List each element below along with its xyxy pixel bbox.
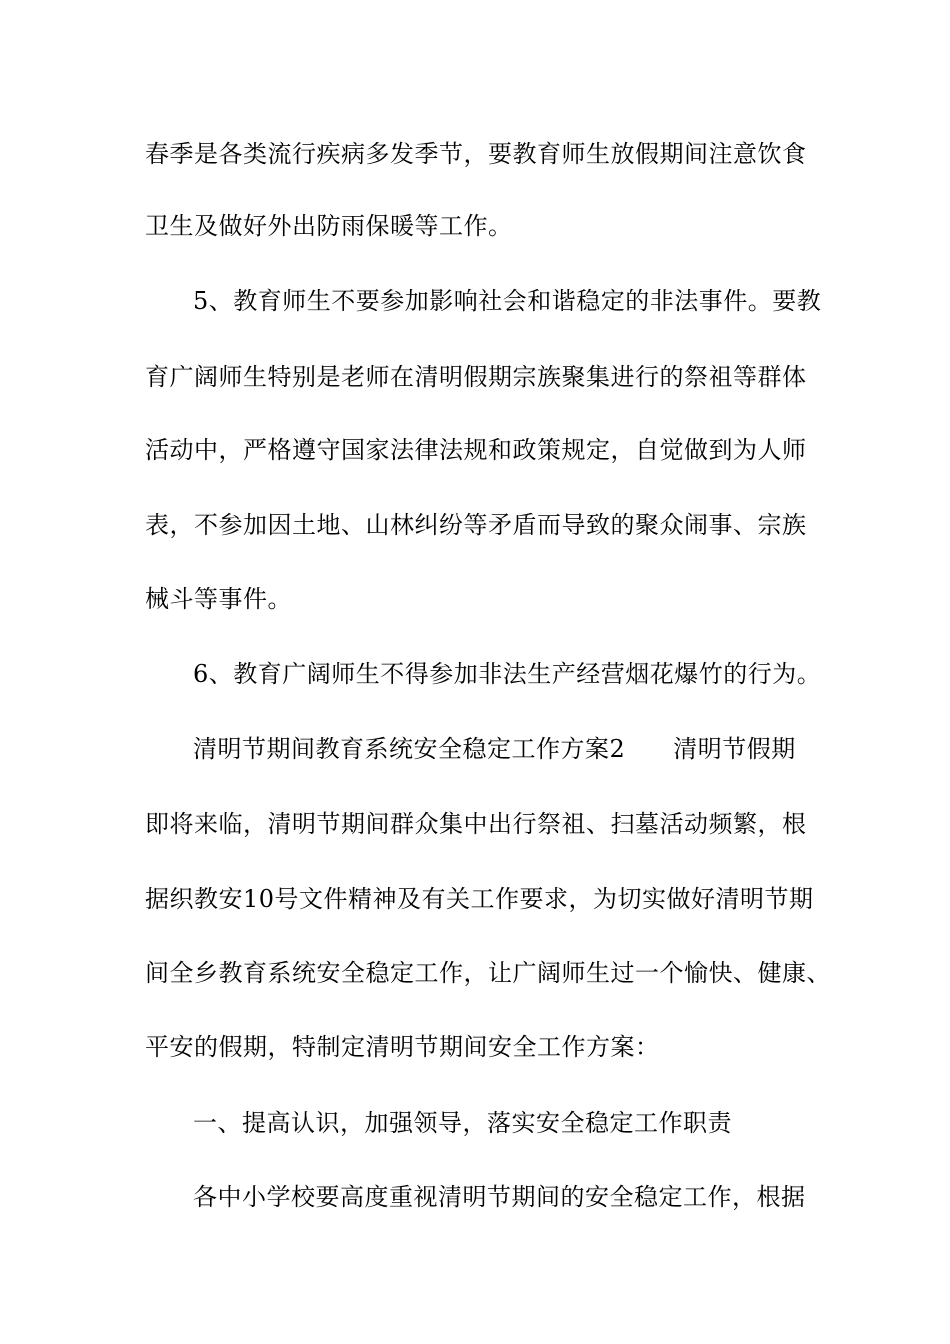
- paragraph-line: 活动中，严格遵守国家法律法规和政策规定，自觉做到为人师: [145, 436, 807, 464]
- paragraph-line: 育广阔师生特别是老师在清明假期宗族聚集进行的祭祖等群体: [145, 363, 807, 391]
- paragraph-line: 春季是各类流行疾病多发季节，要教育师生放假期间注意饮食: [145, 140, 807, 168]
- paragraph-line: 表，不参加因土地、山林纠纷等矛盾而导致的聚众闹事、宗族: [145, 511, 807, 539]
- paragraph-line: 间全乡教育系统安全稳定工作，让广阔师生过一个愉快、健康、: [145, 959, 831, 987]
- heading-line: 一、提高认识，加强领导，落实安全稳定工作职责: [193, 1109, 732, 1137]
- item-5-line: 5、教育师生不要参加影响社会和谐稳定的非法事件。要教: [193, 287, 822, 315]
- paragraph-line: 平安的假期，特制定清明节期间安全工作方案：: [145, 1033, 660, 1061]
- paragraph-line: 各中小学校要高度重视清明节期间的安全稳定工作，根据: [193, 1183, 806, 1211]
- section-title-line: [193, 734, 796, 764]
- paragraph-line: 即将来临，清明节期间群众集中出行祭祖、扫墓活动频繁，根: [145, 810, 807, 838]
- paragraph-line: 据织教安10号文件精神及有关工作要求，为切实做好清明节期: [145, 885, 814, 913]
- item-6-line: 6、教育广阔师生不得参加非法生产经营烟花爆竹的行为。: [193, 660, 822, 688]
- paragraph-start: 清明节假期: [673, 735, 796, 763]
- section-title: 清明节期间教育系统安全稳定工作方案2: [193, 735, 626, 763]
- paragraph-line: 械斗等事件。: [145, 585, 292, 613]
- paragraph-line: 卫生及做好外出防雨保暖等工作。: [145, 212, 513, 240]
